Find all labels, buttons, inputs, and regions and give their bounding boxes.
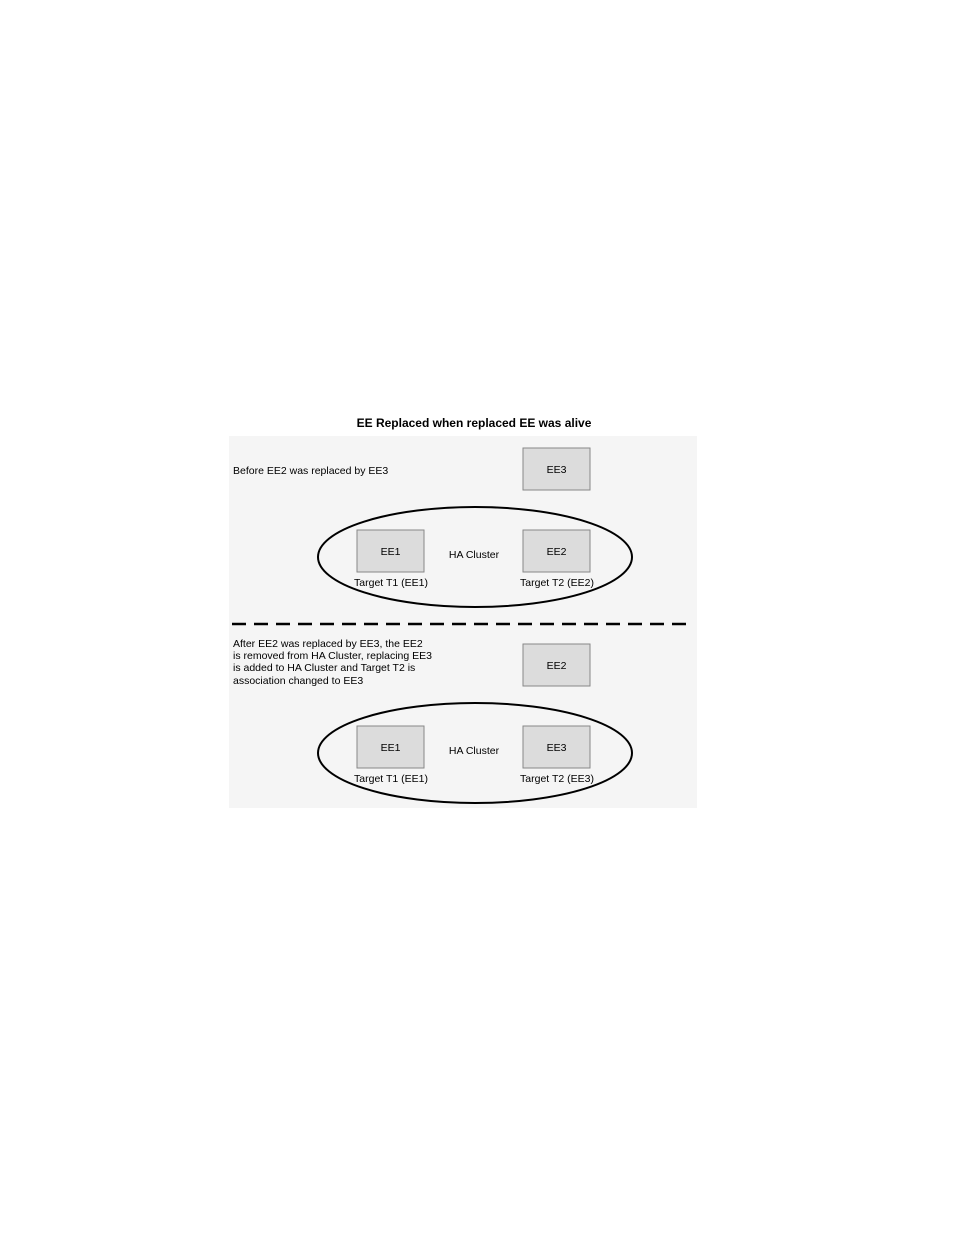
after-right-target-label: Target T2 (EE3) <box>520 773 594 785</box>
before-right-target-label: Target T2 (EE2) <box>520 577 594 589</box>
after-standalone-box-label: EE2 <box>546 660 567 672</box>
before-ha-cluster-label: HA Cluster <box>448 549 500 561</box>
before-left-box-label: EE1 <box>380 546 401 558</box>
after-ha-cluster-label: HA Cluster <box>448 745 500 757</box>
before-right-box-label: EE2 <box>546 546 567 558</box>
after-left-box-label: EE1 <box>380 742 401 754</box>
diagram-title: EE Replaced when replaced EE was alive <box>356 416 592 430</box>
before-left-target-label: Target T1 (EE1) <box>354 577 428 589</box>
after-caption-line-3: is added to HA Cluster and Target T2 is <box>233 662 416 674</box>
after-caption-line-1: After EE2 was replaced by EE3, the EE2 <box>233 638 423 650</box>
before-caption: Before EE2 was replaced by EE3 <box>233 465 389 477</box>
after-caption-line-2: is removed from HA Cluster, replacing EE3 <box>233 650 432 662</box>
before-standalone-box-label: EE3 <box>546 464 567 476</box>
after-left-target-label: Target T1 (EE1) <box>354 773 428 785</box>
after-caption-line-4: association changed to EE3 <box>233 675 364 687</box>
after-right-box-label: EE3 <box>546 742 567 754</box>
